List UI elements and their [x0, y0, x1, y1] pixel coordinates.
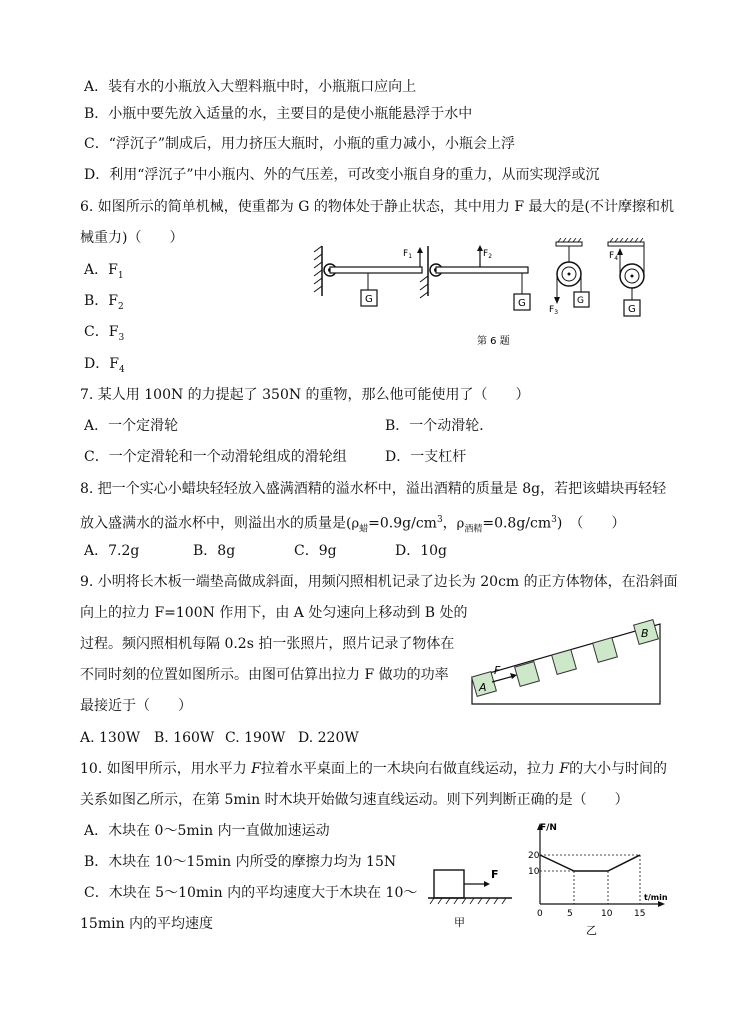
pull-force-label: F [491, 868, 499, 881]
force-f-label: F [494, 664, 501, 677]
q6-figure-caption: 第 6 题 [477, 336, 510, 347]
block-b-label: B [641, 627, 649, 640]
q7-option-a: A．一个定滑轮 [84, 418, 179, 434]
force-f3-arrow [554, 297, 560, 304]
fixed-pulley-weight-label: G [577, 296, 584, 306]
block-a-label: A [479, 681, 487, 694]
lever-2-bar [436, 267, 528, 273]
q8-option-a: A．7.2g [84, 543, 140, 559]
q8-option-d: D．10g [395, 543, 448, 559]
q9-stem-line5: 最接近于（ ） [80, 698, 192, 714]
q10-option-c-line1: C．木块在 5～10min 内的平均速度大于木块在 10～ [84, 885, 418, 901]
q9-option-a: A. 130W [80, 730, 141, 746]
q9-option-b: B. 160W [154, 730, 215, 746]
q10-option-c-line2: 15min 内的平均速度 [80, 916, 214, 932]
q6-option-b: B．$F_2$ [84, 293, 124, 312]
q8-stem-line1: 8. 把一个实心小蜡块轻轻放入盛满酒精的溢水杯中，溢出酒精的质量是 8g，若把该蜡块再轻轻 [80, 481, 667, 497]
q10-option-a: A．木块在 0～5min 内一直做加速运动 [84, 823, 330, 839]
lever-1-weight-label: G [365, 294, 373, 305]
x-tick-10: 10 [601, 909, 613, 919]
q10-option-b: B．木块在 10～15min 内所受的摩擦力均为 15N [84, 854, 397, 870]
q6-figure [312, 238, 668, 350]
q6-option-a: A．$F_1$ [84, 262, 124, 281]
movable-pulley-icon [608, 238, 644, 300]
q9-option-c: C. 190W [225, 730, 286, 746]
prev-option-c: C．“浮沉子”制成后，用力挤压大瓶时，小瓶的重力减小，小瓶会上浮 [84, 136, 516, 152]
q9-stem-line3: 过程。频闪照相机每隔 0.2s 拍一张照片，照片记录了物体在 [80, 636, 455, 652]
q10-stem-line2: 关系如图乙所示，在第 5min 时木块开始做匀速直线运动。则下列判断正确的是（ ） [80, 792, 629, 808]
y-axis-label: F/N [540, 823, 557, 833]
q7-option-d: D．一支杠杆 [385, 449, 467, 465]
q10-figure-jia [428, 860, 528, 932]
x-tick-5: 5 [567, 909, 573, 919]
movable-pulley-weight-label: G [628, 304, 636, 315]
x-axis-label: t/min [644, 893, 668, 902]
y-tick-20: 20 [528, 851, 540, 861]
q8-option-c: C．9g [294, 543, 337, 559]
lever-2-weight-label: G [518, 298, 526, 309]
force-f3-label: $F_3$ [549, 305, 559, 316]
q6-option-d: D．$F_4$ [84, 356, 125, 375]
lever-1-bar [330, 267, 422, 273]
q7-stem: 7. 某人用 100N 的力提起了 350N 的重物，那么他可能使用了（ ） [80, 387, 530, 403]
q10-stem-line1: 10. 如图甲所示，用水平力 F拉着水平桌面上的一木块向右做直线运动，拉力 F的大小与时间的 [80, 761, 668, 777]
wood-block [434, 870, 464, 898]
force-f2-label: $F_2$ [483, 249, 493, 260]
q6-option-c: C．$F_3$ [84, 324, 125, 343]
q9-incline-figure [470, 616, 664, 706]
q9-stem-line4: 不同时刻的位置如图所示。由图可估算出拉力 F 做功的功率 [80, 667, 449, 683]
prev-option-a: A．装有水的小瓶放入大塑料瓶中时，小瓶瓶口应向上 [84, 79, 417, 95]
q7-option-c: C．一个定滑轮和一个动滑轮组成的滑轮组 [84, 449, 347, 465]
prev-option-d: D．利用“浮沉子”中小瓶内、外的气压差，可改变小瓶自身的重力，从而实现浮或沉 [84, 167, 600, 183]
q8-stem-line2: 放入盛满水的溢水杯中，则溢出水的质量是($\rho_蜡=0.9g/cm^3$，$\rho_{酒精}=0.8g/cm^3$) （ ） [80, 515, 626, 535]
q9-stem-line2: 向上的拉力 F=100N 作用下，由 A 处匀速向上移动到 B 处的 [80, 605, 468, 621]
figure-yi-caption: 乙 [586, 924, 597, 936]
figure-jia-caption: 甲 [454, 916, 465, 929]
q6-stem-line2: 械重力)（ ） [80, 230, 184, 246]
q9-stem-line1: 9. 小明将长木板一端垫高做成斜面，用频闪照相机记录了边长为 20cm 的正方体物体，在沿斜面 [80, 574, 678, 590]
q10-figure-yi-graph [528, 818, 668, 936]
x-tick-15: 15 [634, 909, 646, 919]
x-tick-0: 0 [537, 909, 543, 919]
force-f1-label: $F_1$ [403, 249, 413, 260]
q6-stem-line1: 6. 如图所示的简单机械，使重都为 G 的物体处于静止状态，其中用力 F 最大的是(不计摩擦和机 [80, 199, 674, 215]
q9-option-d: D. 220W [298, 730, 359, 746]
force-f4-arrow [617, 248, 623, 255]
q8-option-b: B．8g [193, 543, 236, 559]
force-time-curve [540, 855, 640, 871]
prev-option-b: B．小瓶中要先放入适量的水，主要目的是使小瓶能悬浮于水中 [84, 106, 473, 122]
fixed-pulley-icon [556, 238, 582, 300]
force-f4-label: $F_4$ [609, 251, 619, 262]
y-tick-10: 10 [528, 867, 540, 877]
q7-option-b: B．一个动滑轮． [385, 418, 494, 434]
